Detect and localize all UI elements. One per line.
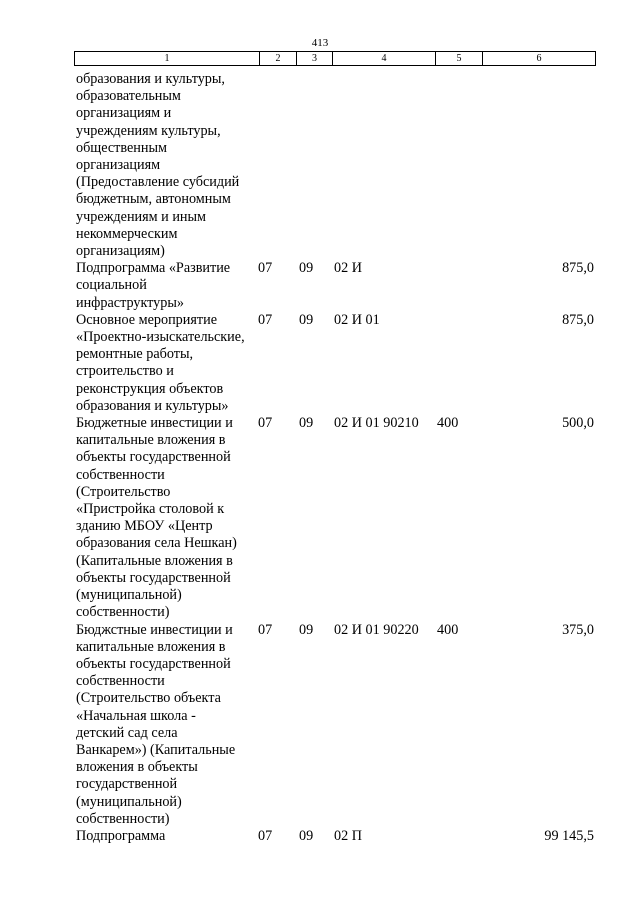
row-name: образования и культуры, образовательным организациям и учреждениям культуры, общественным организациям (Предоставление субсидий бюджетным, автономным учреждениям и иным некоммерческим организациям) [76,71,240,260]
table-row [76,71,596,260]
row-name: Основное мероприятие «Проектно-изыскательские, ремонтные работы, строительство и реконструкция объектов образования и культуры» [76,311,245,414]
table-row [76,415,596,621]
page-number: 413 [311,37,329,49]
table-row [76,312,596,415]
row-name: Бюджстные инвестиции и капитальные вложения в объекты государственной собственности (Строительство объекта «Начальная школа - детский сад села Ванкарем») (Капитальные вложения в объекты государственной (муниципальной) собственности) [76,621,236,827]
row-expense-type: 400 [437,415,459,432]
row-expense-type: 400 [437,621,459,638]
row-subsection-code: 09 [299,621,314,638]
column-header-2: 2 [260,52,297,65]
row-subsection-code: 09 [299,311,314,328]
table-row [76,260,596,312]
row-target-article: 02 И 01 [334,311,380,328]
row-target-article: 02 И [334,260,362,277]
table-row [76,622,596,828]
table-column-header [74,51,596,66]
column-header-5: 5 [436,52,483,65]
row-section-code: 07 [258,415,273,432]
row-name: Подпрограмма [76,827,166,844]
row-amount: 875,0 [562,311,594,328]
row-name: Подпрограмма «Развитие социальной инфраструктуры» [76,260,231,311]
row-amount: 375,0 [562,621,594,638]
row-section-code: 07 [258,621,273,638]
row-amount: 500,0 [562,415,594,432]
row-target-article: 02 И 01 90220 [334,621,419,638]
row-amount: 875,0 [562,260,594,277]
row-section-code: 07 [258,311,273,328]
column-header-6: 6 [536,53,542,64]
row-subsection-code: 09 [299,415,314,432]
row-amount: 99 145,5 [544,827,594,844]
column-header-4: 4 [333,52,436,65]
row-subsection-code: 09 [299,827,314,844]
row-subsection-code: 09 [299,260,314,277]
row-section-code: 07 [258,260,273,277]
row-target-article: 02 П [334,827,362,844]
column-header-1: 1 [75,52,260,65]
budget-table [76,71,596,845]
table-row [76,828,596,845]
column-header-3: 3 [297,52,333,65]
row-section-code: 07 [258,827,273,844]
row-target-article: 02 И 01 90210 [334,415,419,432]
row-name: Бюджетные инвестиции и капитальные вложения в объекты государственной собственности (Строительство «Пристройка столовой к зданию МБОУ «Центр образования села Нешкан) (Капитальные вложения в объекты государственной (муниципальной) собственности) [76,415,237,621]
